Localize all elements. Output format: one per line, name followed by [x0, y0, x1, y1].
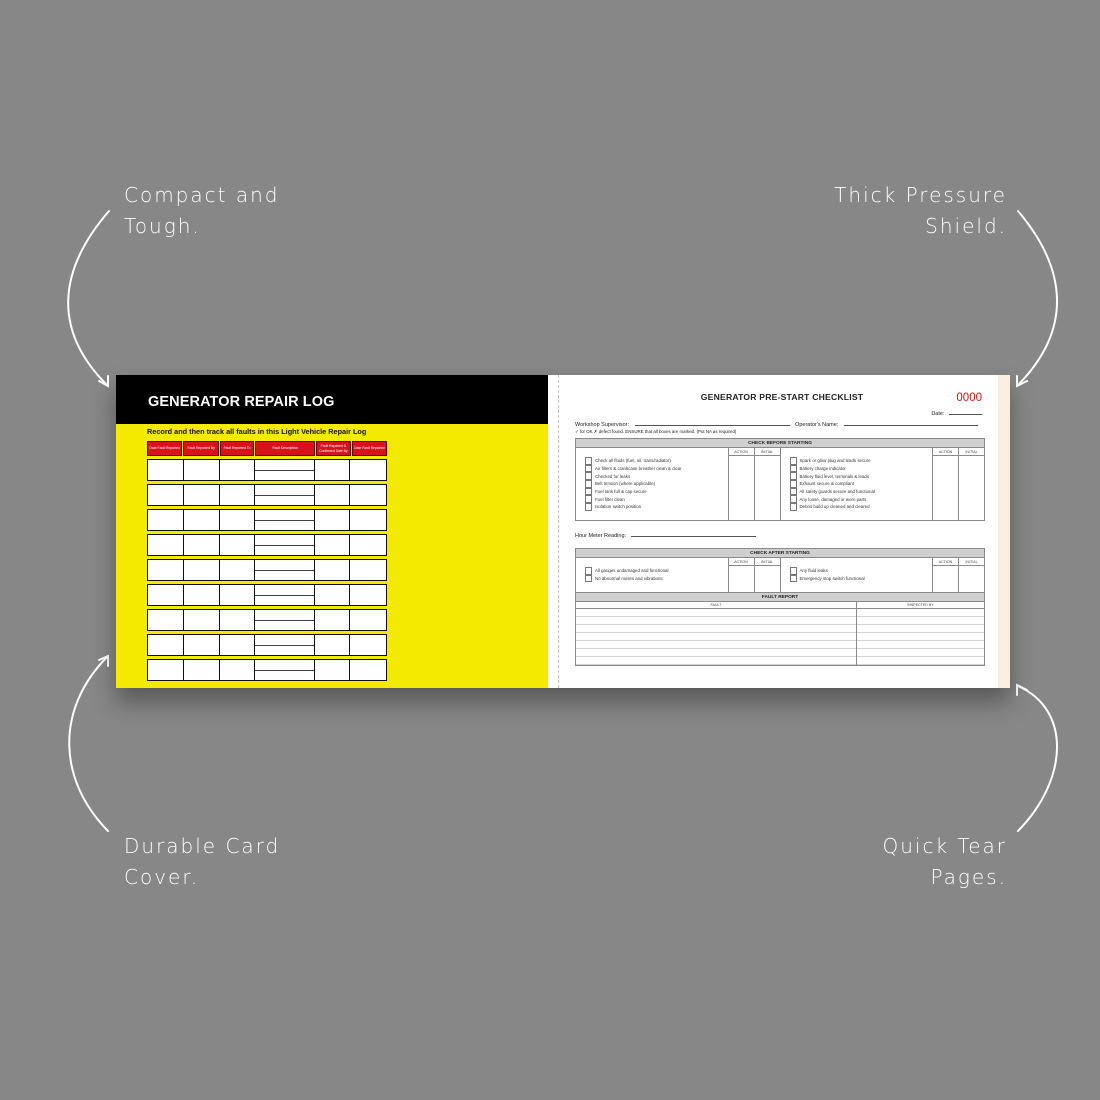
checkbox[interactable] — [790, 495, 797, 503]
log-cell[interactable] — [255, 660, 315, 680]
repair-log-table — [147, 441, 387, 681]
checkbox[interactable] — [585, 480, 592, 488]
fault-report — [575, 592, 985, 666]
log-cell[interactable] — [315, 610, 350, 630]
col-date-reported: Date Fault Reported — [147, 441, 182, 456]
arrow-head-icon — [99, 656, 108, 666]
callout-line: Cover. — [124, 865, 200, 889]
cover-header — [116, 375, 548, 424]
arrow-icon — [1018, 686, 1057, 831]
arrow-icon — [68, 211, 109, 385]
log-cell[interactable] — [315, 510, 350, 530]
cover-subtitle: Record and then track all faults in this Light Vehicle Repair Log — [147, 427, 367, 436]
log-cell[interactable] — [184, 560, 220, 580]
checklist-item-label: Battery fluid level, terminals & leads — [799, 473, 870, 479]
checklist-item-label: Any loose, damaged or worn parts — [799, 496, 867, 502]
names-row — [575, 420, 978, 428]
callout-line: Durable Card — [124, 834, 281, 858]
checklist-item-label: Debris build up cleaned and cleared — [799, 504, 870, 510]
checklist-item-label: Fuel tank full & cap secure — [595, 489, 647, 495]
checklist-item-label: Emergency stop switch functional — [799, 576, 865, 582]
log-cell[interactable] — [220, 560, 255, 580]
before-left-items — [576, 448, 728, 520]
callout-line: Tough. — [124, 214, 201, 238]
check-before-starting — [575, 438, 985, 521]
checklist-item — [790, 575, 933, 583]
log-cell[interactable] — [315, 535, 350, 555]
callout-durable-cover — [124, 831, 280, 893]
log-cell[interactable] — [184, 535, 220, 555]
log-cell[interactable] — [220, 610, 255, 630]
log-cell[interactable] — [184, 460, 220, 480]
action-header: ACTION — [933, 558, 958, 566]
callout-quick-tear — [882, 831, 1007, 893]
checklist-item-label: Checked for leaks — [595, 473, 631, 479]
checklist-item — [585, 503, 728, 511]
initial-header: INITIAL — [959, 448, 984, 456]
fault-column[interactable] — [576, 602, 856, 665]
log-cell[interactable] — [255, 460, 315, 480]
checkbox[interactable] — [790, 472, 797, 480]
log-cell[interactable] — [148, 535, 184, 555]
hour-meter-field[interactable] — [631, 531, 756, 537]
checklist-item — [790, 495, 933, 503]
callout-line: Quick Tear — [882, 834, 1007, 858]
log-cell[interactable] — [315, 460, 350, 480]
checklist-item — [585, 465, 728, 473]
log-cell[interactable] — [350, 510, 386, 530]
log-cell[interactable] — [148, 585, 184, 605]
log-cell[interactable] — [220, 510, 255, 530]
checklist-item-label: Air filters & crankcase breather clean & clear — [595, 466, 682, 472]
checkbox[interactable] — [790, 465, 797, 473]
checklist-item-label: All gauges undamaged and functional — [595, 568, 669, 574]
col-reported-by: Fault Reported By — [183, 441, 218, 456]
log-cell[interactable] — [220, 535, 255, 555]
action-header: ACTION — [729, 558, 754, 566]
after-right-items — [781, 558, 933, 592]
checkbox[interactable] — [585, 495, 592, 503]
arrow-head-icon — [1017, 376, 1027, 386]
supervisor-label: Workshop Supervisor: — [575, 422, 630, 428]
page-stack-edge — [998, 375, 1010, 688]
checklist-item-label: All safety guards secure and functional — [799, 489, 875, 495]
checkbox[interactable] — [790, 575, 797, 583]
log-table-header — [147, 441, 387, 456]
checklist-item — [585, 472, 728, 480]
log-cell[interactable] — [184, 610, 220, 630]
col-description: Fault Description — [255, 441, 315, 456]
check-after-starting — [575, 548, 985, 593]
callout-line: Compact and — [124, 183, 280, 207]
checklist-item-label: Any fluid leaks — [799, 568, 828, 574]
arrow-head-icon — [1017, 685, 1027, 695]
perforation-strip — [548, 375, 559, 688]
action-header: ACTION — [933, 448, 958, 456]
log-table-row — [147, 459, 387, 481]
log-cell[interactable] — [255, 510, 315, 530]
instructions: ✓ for OK ✗ defect found. ENSURE that all boxes are marked. (Put NA as required) — [575, 429, 737, 434]
log-cell[interactable] — [350, 560, 386, 580]
checklist-item — [585, 495, 728, 503]
hour-meter-row — [575, 531, 756, 539]
log-table-row — [147, 659, 387, 681]
checklist-item-label: Battery charge indicator — [799, 466, 846, 472]
fault-lines[interactable] — [576, 609, 856, 665]
log-cell[interactable] — [184, 510, 220, 530]
checklist-item-label: Exhaust secure & compliant — [799, 481, 854, 487]
log-table-row — [147, 584, 387, 606]
repair-log-book — [116, 375, 1010, 688]
log-cell[interactable] — [315, 485, 350, 505]
log-cell[interactable] — [350, 460, 386, 480]
callout-pressure-shield — [834, 180, 1007, 242]
log-cell[interactable] — [220, 635, 255, 655]
log-cell[interactable] — [220, 460, 255, 480]
log-cell[interactable] — [148, 635, 184, 655]
log-table-row — [147, 634, 387, 656]
checklist-item-label: Spark or glow plug and leads secure — [799, 458, 871, 464]
log-rows — [147, 459, 387, 681]
checkbox[interactable] — [585, 488, 592, 496]
log-cell[interactable] — [148, 560, 184, 580]
log-cell[interactable] — [255, 535, 315, 555]
date-label: Date: — [931, 411, 945, 417]
checkbox[interactable] — [790, 503, 797, 511]
log-table-row — [147, 484, 387, 506]
checklist-item — [585, 488, 728, 496]
operator-field[interactable] — [844, 420, 978, 426]
callout-line: Pages. — [930, 865, 1007, 889]
initial-header: INITIAL — [755, 448, 780, 456]
checklist-item-label: No abnormal noises and vibrations — [595, 576, 663, 582]
log-cell[interactable] — [148, 660, 184, 680]
log-cell[interactable] — [255, 485, 315, 505]
arrow-head-icon — [99, 376, 108, 386]
log-cell[interactable] — [220, 585, 255, 605]
checklist-item-label: Belt tension (where applicable) — [595, 481, 656, 487]
section-heading: FAULT REPORT — [576, 593, 984, 602]
before-right-items — [781, 448, 933, 520]
date-field[interactable] — [931, 409, 982, 417]
log-cell[interactable] — [315, 585, 350, 605]
checklist-item — [790, 472, 933, 480]
hour-meter-label: Hour Meter Reading: — [575, 533, 627, 539]
checkbox[interactable] — [585, 575, 592, 583]
log-cell[interactable] — [315, 660, 350, 680]
log-table-row — [147, 559, 387, 581]
checkbox[interactable] — [585, 567, 592, 575]
checkbox[interactable] — [585, 457, 592, 465]
log-cell[interactable] — [148, 510, 184, 530]
col-repaired-by: Fault Repaired & Confirmed Safe By — [316, 441, 350, 456]
log-cell[interactable] — [255, 585, 315, 605]
log-cell[interactable] — [184, 635, 220, 655]
inspected-column[interactable] — [856, 602, 984, 665]
log-table-row — [147, 509, 387, 531]
action-header: ACTION — [729, 448, 754, 456]
checklist-item — [585, 480, 728, 488]
checklist-title: GENERATOR PRE-START CHECKLIST — [700, 392, 864, 402]
cover-title: GENERATOR REPAIR LOG — [148, 394, 335, 410]
log-cell[interactable] — [350, 610, 386, 630]
checkbox[interactable] — [790, 488, 797, 496]
checklist-item — [790, 488, 933, 496]
log-cell[interactable] — [255, 610, 315, 630]
callout-line: Shield. — [925, 214, 1007, 238]
checklist-item-label: Isolation switch position — [595, 504, 642, 510]
log-table-row — [147, 534, 387, 556]
log-cell[interactable] — [184, 660, 220, 680]
checklist-item — [585, 457, 728, 465]
after-left-items — [576, 558, 728, 592]
checkbox[interactable] — [790, 457, 797, 465]
log-cell[interactable] — [220, 485, 255, 505]
checklist-page — [559, 375, 998, 688]
log-cell[interactable] — [350, 485, 386, 505]
checklist-item — [585, 575, 728, 583]
checklist-item-label: Fuel filter clean — [595, 496, 625, 502]
log-cell[interactable] — [184, 485, 220, 505]
checkbox[interactable] — [790, 567, 797, 575]
log-cell[interactable] — [255, 635, 315, 655]
checklist-item — [585, 567, 728, 575]
checklist-item — [790, 567, 933, 575]
checkbox[interactable] — [585, 503, 592, 511]
initial-header: INITIAL — [755, 558, 780, 566]
log-cell[interactable] — [148, 460, 184, 480]
col-reported-to: Fault Reported To — [220, 441, 254, 456]
log-cell[interactable] — [184, 585, 220, 605]
log-cell[interactable] — [315, 635, 350, 655]
log-table-row — [147, 609, 387, 631]
log-cell[interactable] — [255, 560, 315, 580]
operator-label: Operator's Name: — [795, 422, 839, 428]
log-cell[interactable] — [350, 660, 386, 680]
checkbox[interactable] — [790, 480, 797, 488]
checkbox[interactable] — [585, 465, 592, 473]
log-cell[interactable] — [148, 485, 184, 505]
section-heading: CHECK AFTER STARTING — [576, 549, 984, 558]
serial-number: 0000 — [956, 392, 982, 404]
checklist-item — [790, 457, 933, 465]
col-date-repaired: Date Fault Repaired — [352, 441, 387, 456]
initial-header: INITIAL — [959, 558, 984, 566]
inspected-header: INSPECTED BY — [857, 602, 984, 609]
checklist-item-label: Check all fluids (fuel, oil, trans/radiator) — [595, 458, 671, 464]
checklist-item — [790, 465, 933, 473]
checklist-item — [790, 503, 933, 511]
date-line[interactable] — [949, 409, 982, 415]
supervisor-field[interactable] — [635, 420, 790, 426]
log-cell[interactable] — [220, 660, 255, 680]
log-cell[interactable] — [350, 585, 386, 605]
fault-header: FAULT — [576, 602, 856, 609]
callout-compact-tough — [124, 180, 279, 242]
log-cell[interactable] — [315, 560, 350, 580]
book-cover — [116, 375, 548, 688]
section-heading: CHECK BEFORE STARTING — [576, 439, 984, 448]
checklist-item — [790, 480, 933, 488]
callout-line: Thick Pressure — [834, 183, 1007, 207]
arrow-icon — [1018, 211, 1057, 385]
arrow-icon — [69, 657, 108, 831]
inspected-lines[interactable] — [857, 609, 984, 665]
log-cell[interactable] — [148, 610, 184, 630]
log-cell[interactable] — [350, 635, 386, 655]
checkbox[interactable] — [585, 472, 592, 480]
log-cell[interactable] — [350, 535, 386, 555]
